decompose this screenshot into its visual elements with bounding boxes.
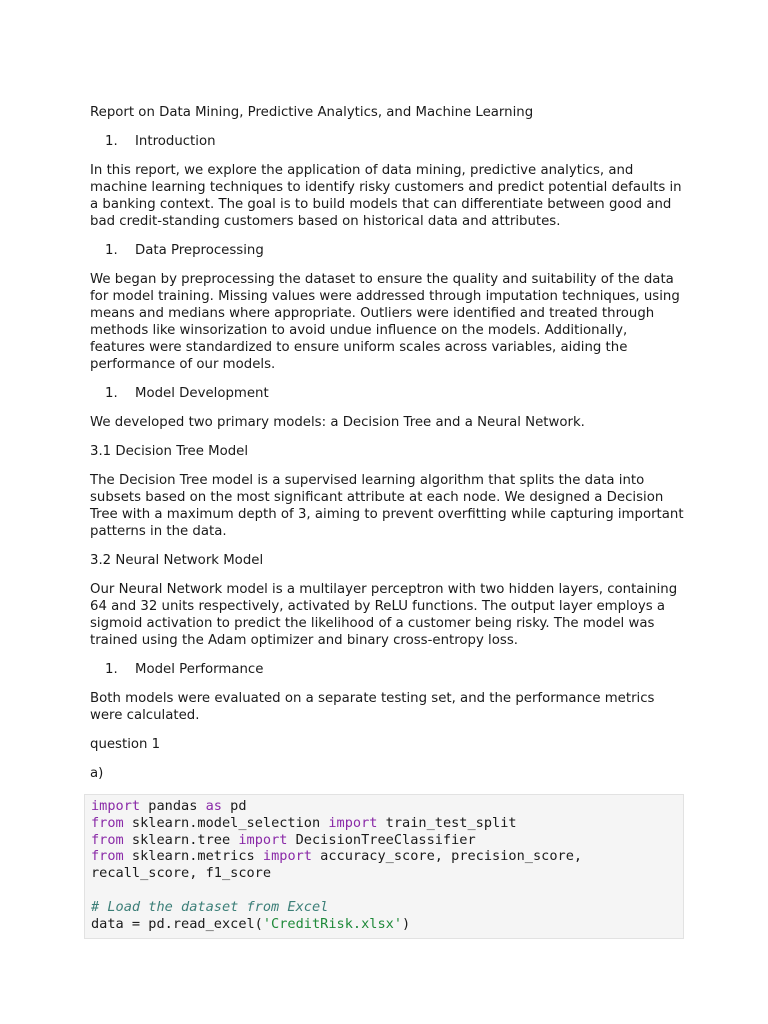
- code-string: 'CreditRisk.xlsx': [262, 915, 403, 932]
- code-text: train_test_split: [377, 814, 517, 831]
- code-block: [84, 794, 684, 939]
- section-heading-text: Introduction: [135, 134, 216, 149]
- code-text: ): [402, 915, 411, 932]
- section-number: 1.: [105, 386, 118, 401]
- preprocessing-paragraph: We began by preprocessing the dataset to ensure the quality and suitability of the data for model training. Missing values were addressed through imputation techniques, using means and medians where appropriate. Outliers were identified and treated through methods like winsorization to avoid undue influence on the models. Additionally, features were standardized to ensure uniform scales across variables, aiding the performance of our models.: [90, 272, 680, 372]
- code-keyword: from: [91, 831, 124, 848]
- section-number: 1.: [105, 243, 118, 258]
- model-performance-paragraph: Both models were evaluated on a separate testing set, and the performance metrics were calculated.: [90, 691, 655, 723]
- code-keyword: import: [238, 831, 288, 848]
- subsection-heading-decision-tree: 3.1 Decision Tree Model: [90, 444, 249, 459]
- code-keyword: from: [91, 814, 124, 831]
- code-keyword: import: [328, 814, 378, 831]
- neural-network-paragraph: Our Neural Network model is a multilayer perceptron with two hidden layers, containing 64 and 32 units respectively, activated by ReLU functions. The output layer employs a sigmoid activation to predict the likelihood of a customer being risky. The model was trained using the Adam optimizer and binary cross-entropy loss.: [90, 582, 678, 648]
- code-line: [91, 848, 683, 865]
- intro-paragraph: In this report, we explore the application of data mining, predictive analytics, and machine learning techniques to identify risky customers and predict potential defaults in a banking context. The goal is to build models that can differentiate between good and bad credit-standing customers based on historical data and attributes.: [90, 163, 682, 229]
- code-keyword: import: [262, 848, 312, 865]
- code-keyword: import: [91, 798, 141, 814]
- question-part-label: a): [90, 766, 104, 781]
- decision-tree-paragraph: The Decision Tree model is a supervised learning algorithm that splits the data into subsets based on the most significant attribute at each node. We designed a Decision Tree with a maximum depth of 3, aiming to prevent overfitting while capturing important patterns in the data.: [90, 473, 684, 539]
- section-heading-text: Model Development: [135, 386, 269, 401]
- code-comment: # Load the dataset from Excel: [91, 898, 329, 915]
- section-heading-model-development: [90, 385, 684, 402]
- code-text: DecisionTreeClassifier: [287, 831, 476, 848]
- code-line: [91, 916, 683, 933]
- model-development-paragraph: We developed two primary models: a Decision Tree and a Neural Network.: [90, 415, 585, 430]
- document-title: Report on Data Mining, Predictive Analytics, and Machine Learning: [90, 105, 534, 120]
- section-number: 1.: [105, 134, 118, 149]
- section-number: 1.: [105, 662, 118, 677]
- code-text: sklearn.tree: [123, 831, 239, 848]
- code-line: [91, 798, 683, 815]
- code-line: [91, 832, 683, 849]
- subsection-heading-neural-network: 3.2 Neural Network Model: [90, 553, 264, 568]
- section-heading-preprocessing: [90, 242, 684, 259]
- section-heading-text: Data Preprocessing: [135, 243, 264, 258]
- code-text: data = pd.read_excel(: [91, 915, 263, 932]
- code-text: accuracy_score, precision_score,: [312, 848, 583, 865]
- code-keyword: as: [205, 798, 222, 814]
- code-keyword: from: [91, 848, 124, 865]
- document-body: [90, 104, 684, 939]
- code-line: [91, 815, 683, 832]
- section-heading-model-performance: [90, 661, 684, 678]
- question-label: question 1: [90, 737, 161, 752]
- code-text: sklearn.metrics: [123, 848, 263, 865]
- code-text: sklearn.model_selection: [123, 814, 329, 831]
- section-heading-text: Model Performance: [135, 662, 264, 677]
- code-text: pandas: [140, 798, 206, 814]
- code-text: pd: [221, 798, 247, 814]
- code-blank-line: [91, 882, 683, 899]
- section-heading-introduction: [90, 133, 684, 150]
- code-line: recall_score, f1_score: [91, 865, 272, 882]
